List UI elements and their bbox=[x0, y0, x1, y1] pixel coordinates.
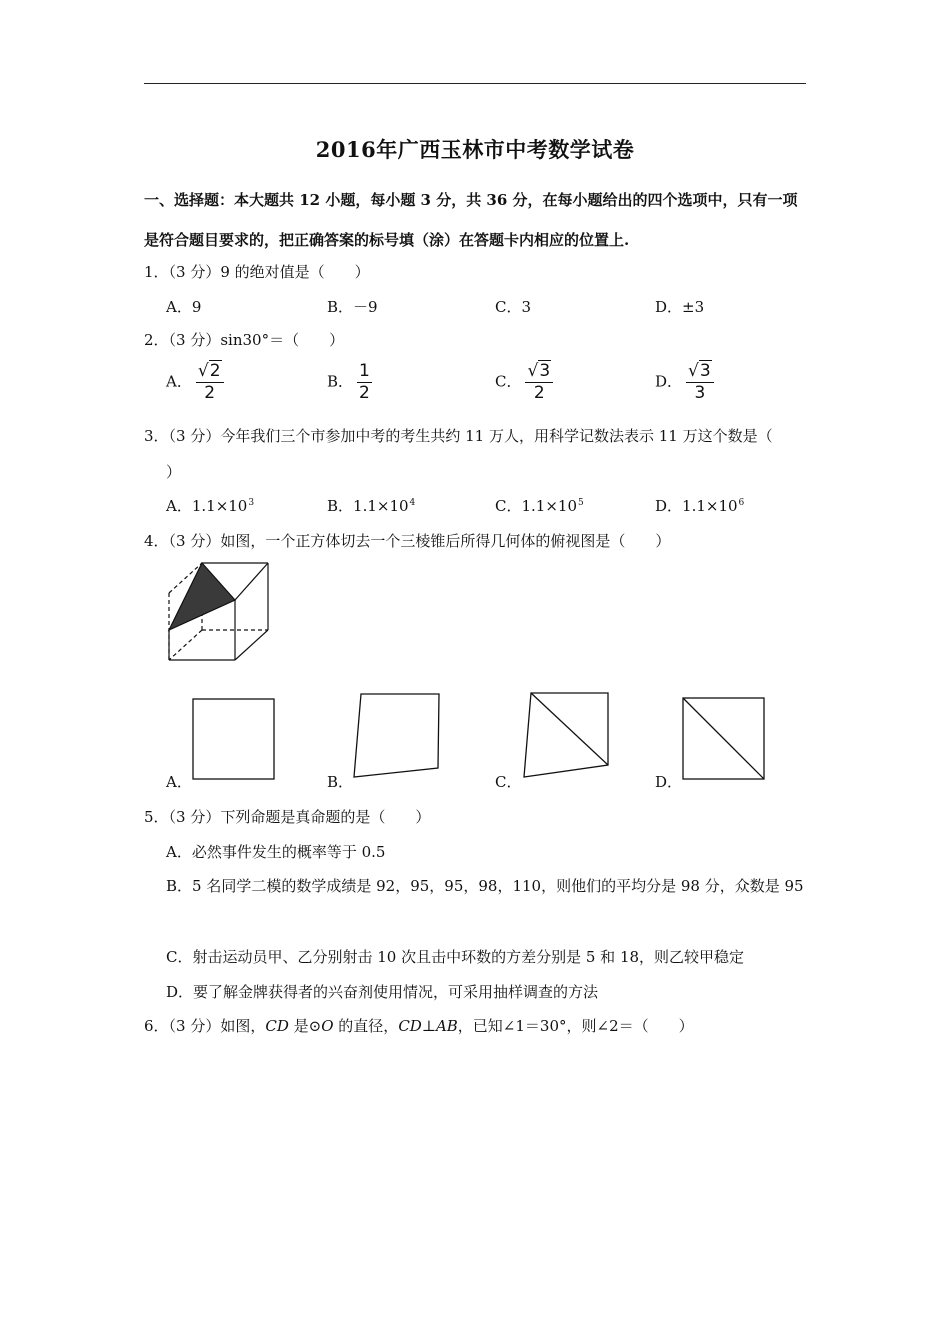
exponent: 3 bbox=[248, 498, 255, 508]
q2-option-d-label: D． bbox=[655, 372, 683, 391]
q4-option-c-label: C． bbox=[495, 773, 522, 791]
q2-option-a-label: A． bbox=[166, 372, 192, 391]
q2-option-c bbox=[495, 363, 553, 402]
q3-option-d bbox=[655, 495, 744, 516]
q3-option-c bbox=[495, 495, 584, 516]
q4-option-d-figure bbox=[682, 697, 766, 781]
q3-option-a-base: A．1.1×10 bbox=[166, 497, 248, 515]
segment-cd: CD bbox=[398, 1017, 422, 1035]
q2-option-b bbox=[327, 363, 372, 402]
q2-option-d bbox=[655, 363, 714, 402]
section-instructions-line2: 是符合题目要求的，把正确答案的标号填（涂）在答题卡内相应的位置上. bbox=[144, 231, 630, 249]
denominator: 3 bbox=[694, 383, 706, 403]
q5-option-c: C．射击运动员甲、乙分别射击 10 次且击中环数的方差分别是 5 和 18，则乙较甲稳定 bbox=[166, 948, 745, 966]
fraction-sqrt3-over-2: $\frac{√3}{2}$ bbox=[525, 363, 553, 402]
question-1-stem: 1．（3 分）9 的绝对值是（ ） bbox=[144, 263, 370, 281]
denominator: 2 bbox=[533, 383, 545, 403]
question-2-stem: 2．（3 分）sin30°＝（ ） bbox=[144, 331, 345, 349]
q1-option-c: C．3 bbox=[495, 298, 532, 316]
q3-option-d-base: D．1.1×10 bbox=[655, 497, 738, 515]
q4-option-a-figure bbox=[192, 698, 276, 780]
q5-option-b: B．5 名同学二模的数学成绩是 92，95，95，98，110，则他们的平均分是 98 分，众数是 95 bbox=[166, 877, 804, 895]
question-5-stem: 5．（3 分）下列命题是真命题的是（ ） bbox=[144, 808, 431, 826]
q5-option-a: A．必然事件发生的概率等于 0.5 bbox=[166, 843, 386, 861]
q1-option-a: A．9 bbox=[166, 298, 202, 316]
segment-ab: AB bbox=[435, 1017, 458, 1035]
header-rule bbox=[144, 83, 806, 84]
q1-option-d: D．±3 bbox=[655, 298, 705, 316]
q1-option-b: B．－9 bbox=[327, 298, 378, 316]
exponent: 6 bbox=[738, 498, 745, 508]
q6-number: 6．（3 分）如图， bbox=[144, 1017, 266, 1035]
denominator: 2 bbox=[359, 383, 370, 403]
question-6-stem bbox=[144, 1015, 694, 1036]
q2-option-a bbox=[166, 363, 224, 402]
q4-option-a-label: A． bbox=[166, 773, 192, 791]
q3-option-a bbox=[166, 495, 254, 516]
fraction-sqrt3-over-3: $\frac{√3}{3}$ bbox=[686, 363, 714, 402]
page-title: 2016年广西玉林市中考数学试卷 bbox=[315, 137, 635, 162]
q6-text: 是⊙ bbox=[288, 1017, 322, 1035]
q3-option-b-base: B．1.1×10 bbox=[327, 497, 409, 515]
fraction-sqrt2-over-2: $\frac{√2}{2}$ bbox=[196, 363, 224, 402]
exponent: 4 bbox=[409, 498, 416, 508]
q4-option-c-figure bbox=[522, 691, 610, 779]
fraction-1-over-2 bbox=[357, 363, 372, 402]
q3-option-c-base: C．1.1×10 bbox=[495, 497, 577, 515]
question-4-stem: 4．（3 分）如图，一个正方体切去一个三棱锥后所得几何体的俯视图是（ ） bbox=[144, 532, 671, 550]
question-3-stem-line1: 3．（3 分）今年我们三个市参加中考的考生共约 11 万人，用科学记数法表示 11 万这个数是（ bbox=[144, 427, 773, 445]
q2-option-c-label: C． bbox=[495, 372, 522, 391]
q4-option-b-figure bbox=[352, 692, 442, 780]
section-instructions-line1: 一、选择题：本大题共 12 小题，每小题 3 分，共 36 分，在每小题给出的四个选项中，只有一项 bbox=[144, 191, 798, 209]
exponent: 5 bbox=[578, 498, 584, 508]
radicand: 3 bbox=[539, 361, 551, 381]
cube-figure bbox=[160, 556, 280, 666]
radicand: 3 bbox=[699, 361, 711, 381]
denominator: 2 bbox=[204, 383, 216, 403]
numerator: 1 bbox=[359, 361, 370, 381]
q3-option-b bbox=[327, 495, 415, 516]
q6-text: ，已知∠1＝30°，则∠2＝（ ） bbox=[457, 1017, 694, 1035]
question-3-stem-line2: ） bbox=[166, 463, 182, 481]
q4-option-d-label: D． bbox=[655, 773, 683, 791]
circle-center-o: O bbox=[321, 1017, 334, 1035]
q5-option-d: D．要了解金牌获得者的兴奋剂使用情况，可采用抽样调查的方法 bbox=[166, 983, 599, 1001]
segment-cd: CD bbox=[265, 1017, 289, 1035]
q2-option-b-label: B． bbox=[327, 372, 354, 391]
q6-text: 的直径， bbox=[333, 1017, 399, 1035]
radicand: 2 bbox=[209, 361, 221, 381]
perpendicular-symbol: ⊥ bbox=[421, 1017, 436, 1035]
q4-option-b-label: B． bbox=[327, 773, 354, 791]
